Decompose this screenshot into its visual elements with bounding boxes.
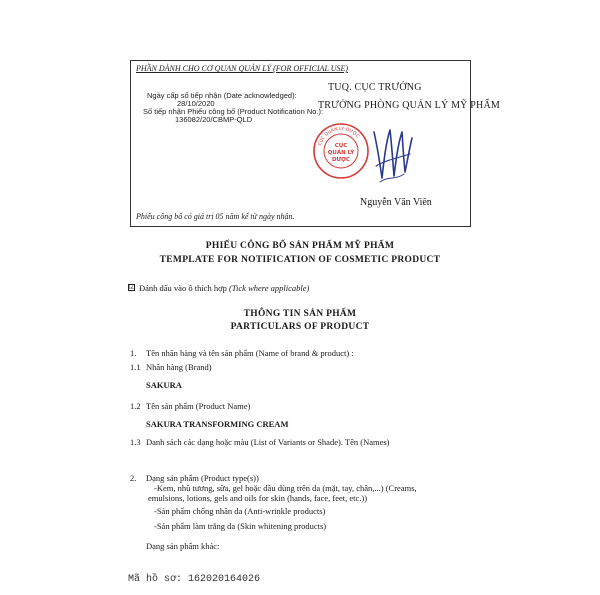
handwritten-signature — [370, 120, 416, 190]
section-title-vi: THÔNG TIN SẢN PHẨM — [243, 309, 357, 319]
item-1-2-text: Tên sản phẩm (Product Name) — [146, 401, 251, 411]
tick-note — [139, 283, 309, 293]
checkbox-icon: ☑ — [129, 283, 136, 291]
other-product-type-label: Dạng sản phẩm khác: — [146, 541, 220, 551]
notification-number-label: Số tiếp nhận Phiếu công bố (Product Notification No.): — [143, 107, 324, 116]
validity-note: Phiếu công bố có giá trị 05 năm kể từ ngày nhận. — [136, 212, 295, 221]
signer-name: Nguyễn Văn Viên — [360, 197, 432, 208]
notification-number-value: 136082/20/CBMP-QLD — [175, 115, 253, 124]
tick-note-text-en: (Tick where applicable) — [228, 283, 310, 293]
director-title-line1: TUQ. CỤC TRƯỞNG — [328, 82, 422, 93]
item-1-3-text: Danh sách các dạng hoặc màu (List of Variants or Shade). Tên (Names) — [146, 437, 390, 447]
product-type-line-1: -Kem, nhũ tương, sữa, gel hoặc dầu dùng trên da (mặt, tay, chân,...) (Creams, — [154, 483, 417, 493]
product-type-whitening: -Sản phẩm làm trắng da (Skin whitening products) — [154, 521, 327, 531]
stamp-ring-text: CỤC QUẢN LÝ DƯỢC — [317, 126, 360, 147]
date-acknowledged-label: Ngày cấp số tiếp nhận (Date acknowledged): — [147, 91, 297, 100]
item-1-2-number: 1.2 — [130, 401, 141, 411]
official-use-header: PHẦN DÀNH CHO CƠ QUAN QUẢN LÝ (FOR OFFICIAL USE) — [136, 64, 349, 73]
document-title-vi: PHIẾU CÔNG BỐ SẢN PHẨM MỸ PHẨM — [205, 241, 395, 251]
item-1-1-text: Nhãn hàng (Brand) — [146, 362, 212, 372]
product-type-line-2: emulsions, lotions, gels and oils for skin (hands, face, feet, etc.)) — [148, 493, 368, 503]
item-2-number: 2. — [130, 473, 137, 483]
record-number: Mã hồ sơ: 162020164026 — [128, 574, 261, 585]
product-name-value: SAKURA TRANSFORMING CREAM — [146, 419, 289, 429]
product-type-anti-wrinkle: -Sản phẩm chống nhăn da (Anti-wrinkle products) — [154, 506, 326, 516]
brand-value: SAKURA — [146, 380, 182, 390]
stamp-center-line2: QUẢN LÝ — [327, 150, 355, 156]
item-1-1-number: 1.1 — [130, 362, 141, 372]
item-1-3-number: 1.3 — [130, 437, 141, 447]
stamp-center-line3: DƯỢC — [331, 157, 351, 163]
item-2-text: Dạng sản phẩm (Product type(s)) — [146, 473, 259, 483]
date-acknowledged-value: 28/10/2020 — [177, 99, 215, 108]
tick-note-text: Đánh dấu vào ô thích hợp — [139, 283, 227, 293]
section-title-en: PARTICULARS OF PRODUCT — [230, 322, 370, 332]
document-title-en: TEMPLATE FOR NOTIFICATION OF COSMETIC PRODUCT — [159, 255, 441, 265]
item-1-number: 1. — [130, 348, 137, 358]
director-title-line2: TRƯỞNG PHÒNG QUẢN LÝ MỸ PHẨM — [318, 100, 500, 111]
stamp-center-line1: CỤC — [334, 143, 348, 149]
item-1-text: Tên nhãn hàng và tên sản phẩm (Name of brand & product) : — [146, 348, 354, 358]
official-stamp — [312, 122, 370, 180]
